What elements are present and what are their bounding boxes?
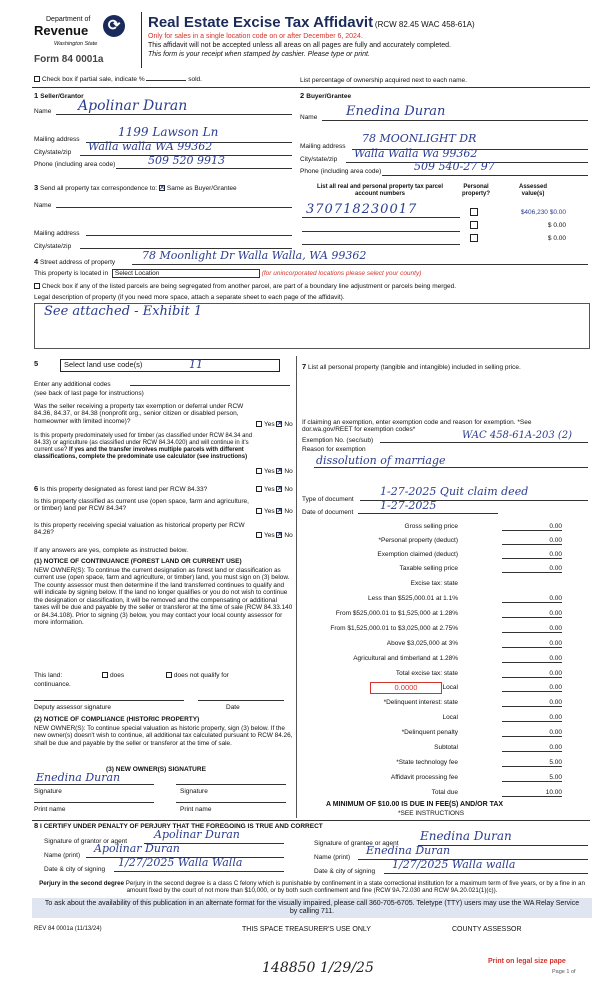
- located-row: [34, 269, 421, 278]
- additional-codes-label: Enter any additional codes: [34, 381, 111, 388]
- does-not-qualify-checkbox[interactable]: [166, 672, 172, 678]
- calc-exemption: Exemption claimed (deduct) 0.00: [377, 551, 562, 558]
- q2-no-checkbox[interactable]: [276, 468, 282, 474]
- column-divider: [296, 356, 297, 818]
- calc-delinquent-local: Local 0.00: [442, 714, 562, 721]
- notice1-text: NEW OWNER(S): To continue the current designation as forest land or classification as current use (open space, farm and agriculture, or timber) land, you must sign on (3) below. The county assessor must then determine if the land transferred continues to qualify and will indicate by signing below. If the land no longer qualifies or you do not wish to continue the designation or classification, it will be removed and the compensating or additional taxes will be due and payable by the seller or transferor at the time of sale (RCW 84.33.140 or 84.34.108). Prior to signing (3) below, you may contact your local county assessor for more information.: [34, 567, 293, 627]
- calc-tier3: From $1,525,000.01 to $3,025,000 at 2.75% 0.00: [330, 625, 562, 632]
- treasurer-space: THIS SPACE TREASURER'S USE ONLY: [242, 926, 371, 933]
- calc-excise-header: Excise tax: state: [410, 580, 458, 587]
- logo-mark-icon: ⟳: [103, 15, 125, 37]
- local-rate-value: 0.0000: [394, 683, 418, 692]
- calc-delinquent-interest: *Delinquent interest: state 0.00: [383, 699, 562, 706]
- section3-city-label: City/state/zip: [34, 243, 72, 250]
- calc-tier2: From $525,000.01 to $1,525,000 at 1.28% 0.00: [335, 610, 562, 617]
- unincorporated-note: (for unincorporated locations please select your county): [261, 270, 422, 277]
- section5-q1-answer: Yes ✕ No: [256, 421, 293, 428]
- personal-checkbox-1[interactable]: [470, 208, 478, 216]
- legal-description-label: Legal description of property (if you need more space, attach a separate sheet to each page of the affidavit).: [34, 294, 345, 301]
- calc-taxable: Taxable selling price 0.00: [399, 565, 562, 572]
- form-title-block: [148, 14, 588, 59]
- seller-city-label: City/state/zip: [34, 149, 72, 156]
- section7-heading: 7 List all personal property (tangible and intangible) included in selling price.: [302, 362, 521, 371]
- forest-yes-checkbox[interactable]: [256, 486, 262, 492]
- form-title: Real Estate Excise Tax Affidavit: [148, 14, 374, 31]
- doc-type-value[interactable]: 1-27-2025 Quit claim deed: [380, 485, 529, 498]
- land-use-select[interactable]: [60, 359, 280, 372]
- calc-subtotal: Subtotal 0.00: [434, 744, 562, 751]
- handwritten-recording: 148850 1/29/25: [262, 960, 374, 976]
- land-use-value: 11: [189, 358, 203, 371]
- personal-checkbox-3[interactable]: [470, 234, 478, 242]
- does-qualify-checkbox[interactable]: [102, 672, 108, 678]
- calc-total-state: Total excise tax: state 0.00: [395, 670, 562, 677]
- q1-no-checkbox[interactable]: [276, 421, 282, 427]
- doc-type-label: Type of document: [302, 496, 354, 503]
- buyer-phone[interactable]: 509 540-27 97: [414, 160, 495, 173]
- segregated-label: Check box if any of the listed parcels are being segregated from another parcel, are part of a boundary line adjustment or parcels being merged.: [42, 283, 457, 290]
- continuance-label: continuance.: [34, 681, 71, 688]
- parcel-number-1[interactable]: 370718230017: [306, 202, 418, 217]
- select-location-dropdown[interactable]: [112, 269, 260, 278]
- partial-sale-label: Check box if partial sale, indicate %: [42, 76, 145, 83]
- located-label: This property is located in: [34, 270, 109, 277]
- assessed-value-3[interactable]: $ 0.00: [547, 235, 566, 242]
- taxable-selling-price[interactable]: 0.00: [502, 565, 562, 573]
- seller-phone-label: Phone (including area code): [34, 161, 116, 168]
- signature-label-2: Signature: [180, 788, 208, 795]
- current-use-no-checkbox[interactable]: [276, 508, 282, 514]
- grantee-date[interactable]: 1/27/2025 Walla walla: [392, 858, 516, 871]
- deputy-date-line[interactable]: [198, 700, 284, 701]
- section3-name-label: Name: [34, 202, 52, 209]
- grantee-name[interactable]: Enedina Duran: [366, 844, 451, 857]
- total-due: 10.00: [502, 789, 562, 797]
- section6-q2: Is this property classified as current use (open space, farm and agriculture, or timber) land per RCW 84.34?: [34, 498, 249, 513]
- parcel-number-3[interactable]: [302, 235, 460, 245]
- signature3-title: (3) NEW OWNER(S) SIGNATURE: [106, 766, 206, 773]
- tier2-value: 0.00: [502, 610, 562, 618]
- print-name-label-2: Print name: [180, 806, 212, 813]
- calc-tier4: Above $3,025,000 at 3% 0.00: [386, 640, 562, 647]
- tier1-value: 0.00: [502, 595, 562, 603]
- historic-yes-checkbox[interactable]: [256, 532, 262, 538]
- section5-number: 5: [34, 359, 39, 368]
- section6-q1: 6 Is this property designated as forest land per RCW 84.33?: [34, 484, 208, 493]
- current-use-yes-checkbox[interactable]: [256, 508, 262, 514]
- form-title-ref: (RCW 82.45 WAC 458-61A): [374, 20, 475, 29]
- subtotal-value: 0.00: [502, 744, 562, 752]
- notice-1: This affidavit will not be accepted unless all areas on all pages are fully and accurately completed.: [148, 42, 451, 50]
- personal-property-deduct[interactable]: 0.00: [502, 537, 562, 545]
- buyer-city[interactable]: Walla Walla Wa 99362: [354, 147, 478, 160]
- calc-delinquent-penalty: *Delinquent penalty 0.00: [401, 729, 562, 736]
- partial-sale-row: [34, 76, 202, 83]
- print-name-line-2[interactable]: [176, 802, 286, 803]
- forest-no-checkbox[interactable]: [276, 486, 282, 492]
- grantor-date-label: Date & city of signing: [44, 866, 106, 873]
- accessibility-notice: To ask about the availability of this publication in an alternate format for the visually impaired, please call 360-705-6705. Teletype (TTY) users may use the WA Relay Service by calling 711.: [32, 898, 592, 918]
- exemption-claimed[interactable]: 0.00: [502, 551, 562, 559]
- tier3-value: 0.00: [502, 625, 562, 633]
- exemption-text: If claiming an exemption, enter exemption code and reason for exemption. *See dor.wa.gov/REET for exemption codes*: [302, 419, 532, 434]
- grantor-sig-label: Signature of grantor or agent: [44, 838, 128, 845]
- buyer-heading: 2 Buyer/Grantee: [300, 91, 352, 100]
- signature-label-1: Signature: [34, 788, 62, 795]
- grantor-signature[interactable]: Apolinar Duran: [154, 828, 240, 841]
- section6-q3-answer: Yes ✕ No: [256, 532, 293, 539]
- logo-line2: Revenue: [34, 23, 89, 38]
- section3-mailing-label: Mailing address: [34, 230, 80, 237]
- calc-tech-fee: *State technology fee 5.00: [396, 759, 562, 766]
- grantee-date-label: Date & city of signing: [314, 868, 376, 875]
- delinquent-interest-state[interactable]: 0.00: [502, 699, 562, 707]
- logo: [24, 14, 134, 70]
- seller-phone[interactable]: 509 520 9913: [148, 154, 225, 167]
- local-value: 0.00: [502, 684, 562, 692]
- notice2-title: (2) NOTICE OF COMPLIANCE (HISTORIC PROPERTY): [34, 716, 200, 723]
- see-back-note: (see back of last page for instructions): [34, 390, 144, 397]
- calc-gross: Gross selling price 0.00: [404, 523, 562, 530]
- segregated-checkbox[interactable]: [34, 283, 40, 289]
- seller-name-label: Name: [34, 108, 52, 115]
- section6-q1-answer: Yes ✕ No: [256, 486, 293, 493]
- parcel-col-header: List all real and personal property tax parcel account numbers: [316, 184, 444, 197]
- grantor-name-label: Name (print): [44, 852, 81, 859]
- doc-date-value[interactable]: 1-27-2025: [380, 499, 437, 512]
- delinquent-penalty[interactable]: 0.00: [502, 729, 562, 737]
- seller-heading: 1 Seller/Grantor: [34, 91, 84, 100]
- grantor-date[interactable]: 1/27/2025 Walla Walla: [118, 856, 243, 869]
- section5-q2: Is this property predominately used for timber (as classified under RCW 84.34 and 84.33) or agriculture (as classified under RCW 84.34.020) and will continue in it's current use? If yes and the transfer involves multiple parcels with different classifications, complete the predominate use calculator (see instructions): [34, 433, 253, 460]
- deputy-date-label: Date: [226, 704, 240, 711]
- buyer-name[interactable]: Enedina Duran: [346, 104, 446, 119]
- section3-name-input[interactable]: [56, 198, 292, 208]
- deputy-signature-line[interactable]: [34, 700, 184, 701]
- legal-size-note: Print on legal size pape: [488, 958, 566, 965]
- owner-signature-2-line[interactable]: [176, 784, 286, 785]
- ownership-note: List percentage of ownership acquired next to each name.: [300, 77, 467, 84]
- section3-row: 3 Send all property tax correspondence to: ✕ Same as Buyer/Grantee: [34, 184, 237, 193]
- rev-number: REV 84 0001a (11/13/24): [34, 926, 102, 932]
- section6-q3: Is this property receiving special valuation as historical property per RCW 84.26?: [34, 522, 245, 537]
- grantee-signature[interactable]: Enedina Duran: [420, 829, 512, 843]
- section8-heading: 8 I CERTIFY UNDER PENALTY OF PERJURY THAT THE FOREGOING IS TRUE AND CORRECT: [34, 821, 323, 830]
- section6-answers-note: If any answers are yes, complete as instructed below.: [34, 547, 188, 554]
- processing-fee[interactable]: 5.00: [502, 774, 562, 782]
- logo-line3: Washington State: [54, 41, 98, 47]
- calc-tier1: Less than $525,000.01 at 1.1% 0.00: [368, 595, 562, 602]
- land-use-label: Select land use code(s): [64, 360, 143, 369]
- q1-yes-checkbox[interactable]: [256, 421, 262, 427]
- partial-sale-percent-input[interactable]: [146, 80, 186, 81]
- agri-value: 0.00: [502, 655, 562, 663]
- section5-q1: Was the seller receiving a property tax exemption or deferral under RCW 84.36, 84.37, or 84.38 (nonprofit org., senior citizen or disabled person, homeowner with limited income)?: [34, 403, 244, 425]
- seller-city[interactable]: Walla walla WA 99362: [88, 140, 213, 153]
- section8-rule: [32, 820, 590, 821]
- assessed-value-1[interactable]: $406,230 $0.00: [520, 209, 566, 216]
- legal-description-value: See attached - Exhibit 1: [44, 304, 203, 319]
- calc-agri: Agricultural and timberland at 1.28% 0.00: [353, 655, 562, 662]
- select-location-value: Select Location: [114, 270, 160, 277]
- page-number: Page 1 of: [552, 969, 576, 975]
- reason-label: Reason for exemption: [302, 446, 366, 453]
- section3-mailing-input[interactable]: [86, 226, 292, 236]
- partial-sale-suffix: sold.: [188, 76, 202, 83]
- section5-q2-answer: Yes ✕ No: [256, 468, 293, 475]
- buyer-name-label: Name: [300, 114, 318, 121]
- header-divider: [141, 12, 142, 68]
- section4-row: 4 Street address of property: [34, 257, 116, 266]
- calc-local: Local 0.00: [442, 684, 562, 691]
- total-state-value: 0.00: [502, 670, 562, 678]
- state-tech-fee: 5.00: [502, 759, 562, 767]
- reason-value[interactable]: dissolution of marriage: [316, 454, 446, 467]
- seller-mailing[interactable]: 1199 Lawson Ln: [118, 125, 219, 139]
- minimum-note: A MINIMUM OF $10.00 IS DUE IN FEE(S) AND/OR TAX: [326, 801, 504, 808]
- assessed-col-header: Assessed value(s): [518, 184, 548, 197]
- grantee-name-label: Name (print): [314, 854, 351, 861]
- grantee-sig-label: Signature of grantee or agent: [314, 840, 399, 847]
- buyer-phone-label: Phone (including area code): [300, 168, 382, 175]
- notice-2: This form is your receipt when stamped by cashier. Please type or print.: [148, 51, 370, 59]
- section6-q2-answer: Yes ✕ No: [256, 508, 293, 515]
- historic-no-checkbox[interactable]: [276, 532, 282, 538]
- buyer-mailing[interactable]: 78 MOONLIGHT DR: [362, 132, 477, 145]
- parcel-number-2[interactable]: [302, 222, 460, 232]
- delinquent-interest-local[interactable]: 0.00: [502, 714, 562, 722]
- county-assessor: COUNTY ASSESSOR: [452, 926, 522, 933]
- personal-col-header: Personal property?: [461, 184, 490, 197]
- same-as-buyer-label: Same as Buyer/Grantee: [166, 185, 237, 192]
- segregated-row: [34, 283, 456, 290]
- notice1-title: (1) NOTICE OF CONTINUANCE (FOREST LAND OR CURRENT USE): [34, 558, 242, 565]
- q2-yes-checkbox[interactable]: [256, 468, 262, 474]
- tier4-value: 0.00: [502, 640, 562, 648]
- seller-mailing-label: Mailing address: [34, 136, 80, 143]
- personal-checkbox-2[interactable]: [470, 221, 478, 229]
- perjury-notice: Perjury in the second degree Perjury in the second degree is a class C felony which is punishable by confinement in a state correctional institution for a maximum term of five years, or by a fine in an amount fixed by the court of not more than $10,000, or by both such confinement and fine (RCW 9A.72.030 and RCW 9A.20.021(1)(c)).: [39, 880, 585, 895]
- logo-line1: Department of: [46, 16, 91, 23]
- assessed-value-2[interactable]: $ 0.00: [547, 222, 566, 229]
- grantor-name[interactable]: Apolinar Duran: [94, 842, 180, 855]
- section3-city-input[interactable]: [80, 239, 292, 249]
- street-address[interactable]: 78 Moonlight Dr Walla Walla, WA 99362: [142, 249, 367, 262]
- notice2-text: NEW OWNER(S): To continue special valuation as historic property, sign (3) below. If the new owner(s) doesn't wish to continue, all additional tax calculated pursuant to RCW 84.26, shall be due and payable by the seller or transferor at the time of sale.: [34, 725, 293, 747]
- calc-total-due: Total due 10.00: [431, 789, 562, 796]
- buyer-city-label: City/state/zip: [300, 156, 338, 163]
- exemption-no-label: Exemption No. (sec/sub): [302, 437, 374, 444]
- calc-personal: *Personal property (deduct) 0.00: [378, 537, 562, 544]
- print-name-line-1[interactable]: [34, 802, 154, 803]
- buyer-mailing-label: Mailing address: [300, 143, 346, 150]
- form-number: Form 84 0001a: [34, 54, 104, 65]
- street-address-label: Street address of property: [39, 259, 116, 266]
- additional-codes-input[interactable]: [130, 378, 290, 386]
- calc-processing-fee: Affidavit processing fee 5.00: [390, 774, 562, 781]
- top-rule: [32, 87, 590, 88]
- doc-date-label: Date of document: [302, 509, 354, 516]
- notice-red: Only for sales in a single location code on or after December 6, 2024.: [148, 33, 363, 41]
- print-name-label-1: Print name: [34, 806, 66, 813]
- see-instructions: *SEE INSTRUCTIONS: [398, 810, 465, 817]
- section3-text: Send all property tax correspondence to:: [39, 185, 158, 192]
- seller-name[interactable]: Apolinar Duran: [78, 98, 188, 114]
- same-as-buyer-checkbox[interactable]: [159, 185, 165, 191]
- exemption-no[interactable]: WAC 458-61A-203 (2): [462, 430, 573, 441]
- partial-sale-checkbox[interactable]: [34, 76, 40, 82]
- owner-signature[interactable]: Enedina Duran: [36, 771, 121, 784]
- this-land-row: This land: does does not qualify for: [34, 672, 229, 679]
- deputy-signature-label: Deputy assessor signature: [34, 704, 111, 711]
- gross-selling-price[interactable]: 0.00: [502, 523, 562, 531]
